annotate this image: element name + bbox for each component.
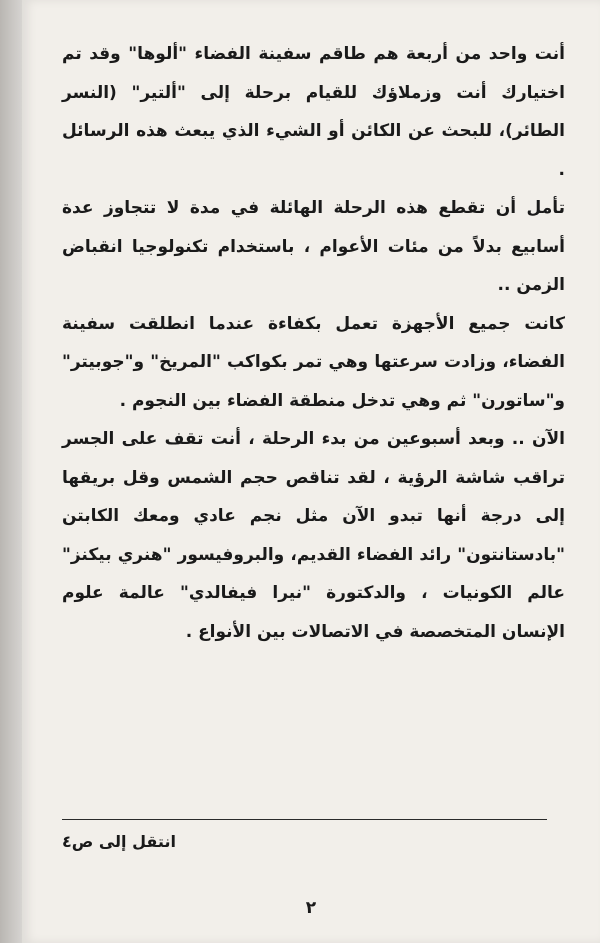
paragraph-4: الآن .. وبعد أسبوعين من بدء الرحلة ، أنت تقف على الجسر تراقب شاشة الرؤية ، لقد تناقص حجم الشمس وقل بريقها إلى درجة أنها تبدو الآن مثل نجم عادي ومعك الكابتن "بادستانتون" رائد الفضاء القديم، والبروفيسور "هنري بيكنز" عالم الكونيات ، والدكتورة "نيرا فيفالدي" عالمة علوم الإنسان المتخصصة في الاتصالات بين الأنواع . bbox=[62, 429, 565, 642]
footnote-goto-page: انتقل إلى ص٤ bbox=[62, 832, 176, 851]
book-page bbox=[22, 0, 600, 943]
paragraph-3: كانت جميع الأجهزة تعمل بكفاءة عندما انطلقت سفينة الفضاء، وزادت سرعتها وهي تمر بكواكب "المريخ" و"جوبيتر" و"ساتورن" ثم وهي تدخل منطقة الفضاء بين النجوم . bbox=[62, 313, 565, 411]
body-text bbox=[62, 35, 565, 651]
page-number: ٢ bbox=[305, 898, 317, 918]
paragraph-2: تأمل أن تقطع هذه الرحلة الهائلة في مدة لا تتجاوز عدة أسابيع بدلاً من مئات الأعوام ، باستخدام تكنولوجيا انقباض الزمن .. bbox=[62, 198, 565, 295]
paragraph-1: أنت واحد من أربعة هم طاقم سفينة الفضاء "ألوها" وقد تم اختيارك أنت وزملاؤك للقيام برحلة إلى "ألتير" (النسر الطائر)، للبحث عن الكائن أو الشيء الذي يبعث هذه الرسائل . bbox=[62, 44, 565, 180]
footnote-divider bbox=[62, 819, 547, 820]
page-spine-shadow bbox=[0, 0, 22, 943]
